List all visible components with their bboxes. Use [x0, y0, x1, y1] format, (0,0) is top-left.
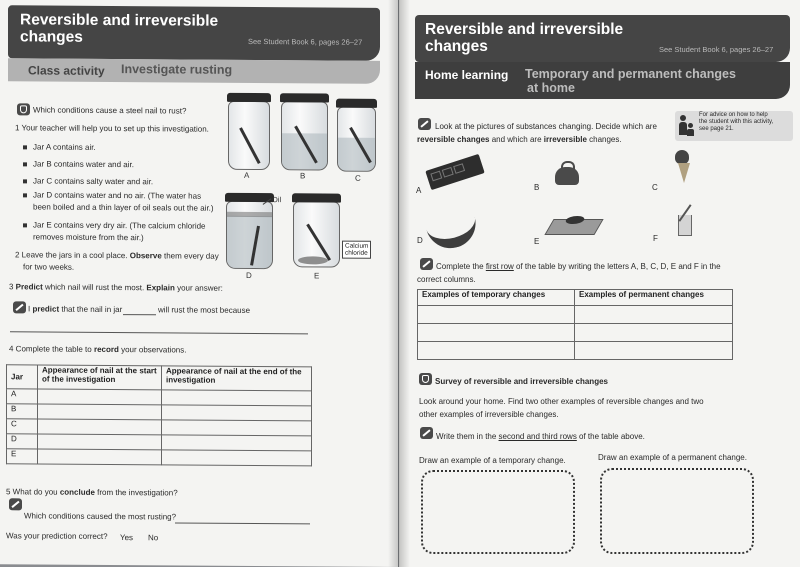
left-page	[0, 0, 398, 567]
jar-label-c: C	[355, 173, 361, 183]
write-instruction: Write them in the second and third rows of the table above.	[436, 432, 645, 441]
prediction-jar-blank[interactable]	[123, 314, 156, 315]
complete-instruction-2: correct columns.	[417, 275, 476, 284]
table-cell[interactable]	[418, 324, 575, 342]
table-cell[interactable]	[162, 390, 312, 406]
class-activity-label: Class activity	[28, 63, 105, 78]
water-level	[227, 216, 272, 268]
prediction-because: will rust the most because	[158, 305, 251, 315]
table-row: A	[7, 389, 38, 404]
table-row: B	[7, 404, 38, 419]
right-page	[399, 0, 800, 567]
draw-temporary-box[interactable]	[421, 470, 575, 554]
step-1: 1 Your teacher will help you to set up this investigation.	[15, 123, 209, 134]
temporary-header: Examples of temporary changes	[418, 290, 575, 306]
left-title-line2: changes	[20, 28, 83, 46]
table-cell[interactable]	[418, 306, 575, 324]
jar-label-e: E	[314, 271, 320, 281]
table-header-end: Appearance of nail at the end of the investigation	[162, 366, 312, 391]
table-cell[interactable]	[575, 324, 733, 342]
left-book-ref: See Student Book 6, pages 26–27	[248, 36, 363, 47]
step-2: 2 Leave the jars in a cool place. Observe them every day	[15, 250, 219, 261]
jar-lid	[227, 93, 271, 102]
left-header	[8, 5, 380, 61]
jar-e-text-2: removes moisture from the air.)	[33, 232, 144, 243]
jar-d-text: Jar D contains water and no air. (The water has	[23, 190, 201, 201]
jar-lid	[336, 99, 377, 108]
table-cell[interactable]	[575, 342, 733, 360]
prediction-sentence: I predict that the nail in jar	[28, 304, 123, 315]
table-cell[interactable]	[38, 419, 162, 435]
chocolate-bar-picture	[425, 154, 484, 190]
pencil-icon	[9, 498, 22, 510]
advice-line2: the student with this activity,	[699, 119, 774, 125]
picture-label-f: F	[653, 234, 658, 243]
left-title-line1: Reversible and irreversible	[20, 11, 219, 30]
oil-layer	[227, 212, 272, 217]
parent-advice-box	[675, 111, 793, 141]
survey-line2: other examples of irreversible changes.	[419, 410, 559, 419]
jar-a-text: Jar A contains air.	[23, 142, 96, 153]
intro-line1: Look at the pictures of substances changing. Decide which are	[435, 122, 657, 131]
prediction-correct-question: Was your prediction correct?	[6, 531, 108, 541]
permanent-header: Examples of permanent changes	[575, 290, 733, 306]
calcium-chloride-callout	[342, 241, 371, 259]
prediction-answer-line[interactable]	[10, 331, 308, 334]
table-cell[interactable]	[162, 435, 312, 451]
jar-e-illustration	[293, 201, 340, 267]
survey-title: Survey of reversible and irreversible changes	[435, 377, 608, 386]
picture-label-e: E	[534, 237, 540, 246]
step-2-line2: for two weeks.	[23, 262, 75, 272]
draw-temporary-label: Draw an example of a temporary change.	[419, 456, 566, 465]
hand-icon	[419, 373, 432, 385]
pencil-icon	[418, 118, 431, 130]
table-row: E	[7, 449, 38, 464]
table-header-jar: Jar	[7, 365, 38, 389]
observation-table	[6, 364, 312, 466]
step-4: 4 Complete the table to record your observations.	[9, 344, 187, 355]
advice-line1: For advice on how to help	[699, 112, 768, 118]
table-cell[interactable]	[162, 420, 312, 436]
activity-title: Investigate rusting	[121, 62, 233, 77]
rusting-question: Which conditions cause a steel nail to rust?	[33, 105, 187, 116]
home-learning-title-l2: at home	[527, 81, 575, 95]
jar-label-d: D	[246, 270, 252, 280]
right-title-line1: Reversible and irreversible	[425, 21, 624, 38]
draw-permanent-label: Draw an example of a permanent change.	[598, 453, 747, 462]
draw-permanent-box[interactable]	[600, 468, 754, 554]
table-cell[interactable]	[162, 405, 312, 421]
kettle-picture	[555, 167, 579, 185]
frying-pan-picture	[544, 219, 603, 235]
left-subheader	[8, 58, 380, 84]
pencil-icon	[420, 427, 433, 439]
picture-label-c: C	[652, 183, 658, 192]
right-book-ref: See Student Book 6, pages 26–27	[659, 45, 774, 54]
pencil-icon	[13, 301, 26, 313]
ice-cream-picture	[675, 150, 689, 164]
calcium-chloride-pile	[298, 256, 328, 264]
jar-d-text-2: been boiled and a thin layer of oil seals out the air.)	[33, 202, 214, 213]
picture-label-b: B	[534, 183, 540, 192]
table-cell[interactable]	[38, 449, 162, 465]
nail-icon	[239, 127, 260, 164]
jar-c-text: Jar C contains salty water and air.	[23, 176, 153, 187]
right-subheader	[415, 62, 790, 99]
pencil-icon	[420, 258, 433, 270]
jar-b-illustration	[281, 101, 328, 170]
home-learning-label: Home learning	[425, 68, 509, 82]
table-cell[interactable]	[162, 450, 312, 466]
jar-c-illustration	[337, 107, 376, 172]
step-3: 3 Predict which nail will rust the most. Explain your answer:	[9, 282, 223, 293]
hand-icon	[17, 103, 30, 115]
jar-a-illustration	[228, 101, 270, 170]
picture-label-a: A	[416, 186, 422, 195]
jar-lid	[280, 93, 329, 102]
table-row: D	[7, 434, 38, 449]
right-header	[415, 15, 790, 62]
jar-label-a: A	[244, 170, 250, 180]
table-header-start: Appearance of nail at the start of the investigation	[38, 365, 162, 390]
oil-label: Oil	[272, 195, 282, 205]
advice-line3: see page 21.	[699, 126, 734, 132]
table-cell[interactable]	[575, 306, 733, 324]
jar-e-text: Jar E contains very dry air. (The calcium chloride	[23, 220, 206, 231]
no-option[interactable]: No	[148, 533, 159, 543]
bananas-picture	[423, 205, 481, 254]
changes-table	[417, 289, 733, 360]
table-cell[interactable]	[38, 389, 162, 405]
table-cell[interactable]	[38, 434, 162, 450]
table-row: C	[7, 419, 38, 434]
most-rust-answer-line[interactable]	[175, 522, 310, 524]
most-rust-question: Which conditions caused the most rusting?	[24, 511, 177, 522]
calcium-label-l1: Calcium	[345, 242, 369, 250]
table-cell[interactable]	[38, 404, 162, 420]
home-learning-title-l1: Temporary and permanent changes	[525, 67, 736, 81]
jar-label-b: B	[300, 171, 306, 181]
yes-option[interactable]: Yes	[120, 533, 134, 543]
survey-line1: Look around your home. Find two other examples of reversible changes and two	[419, 397, 704, 406]
intro-line2: reversible changes and which are irreversible changes.	[417, 135, 622, 144]
complete-instruction: Complete the first row of the table by writing the letters A, B, C, D, E and F in the	[436, 262, 721, 271]
nail-icon	[306, 224, 331, 261]
calcium-label-l2: chloride	[345, 249, 368, 257]
jar-d-illustration	[226, 201, 273, 269]
picture-label-d: D	[417, 236, 423, 245]
right-title-line2: changes	[425, 38, 488, 55]
jar-b-text: Jar B contains water and air.	[23, 159, 134, 170]
step-5: 5 What do you conclude from the investigation?	[6, 487, 178, 498]
ice-cream-cone	[678, 163, 690, 183]
table-cell[interactable]	[418, 342, 575, 360]
parent-icon	[679, 115, 695, 137]
jar-lid	[292, 193, 341, 202]
